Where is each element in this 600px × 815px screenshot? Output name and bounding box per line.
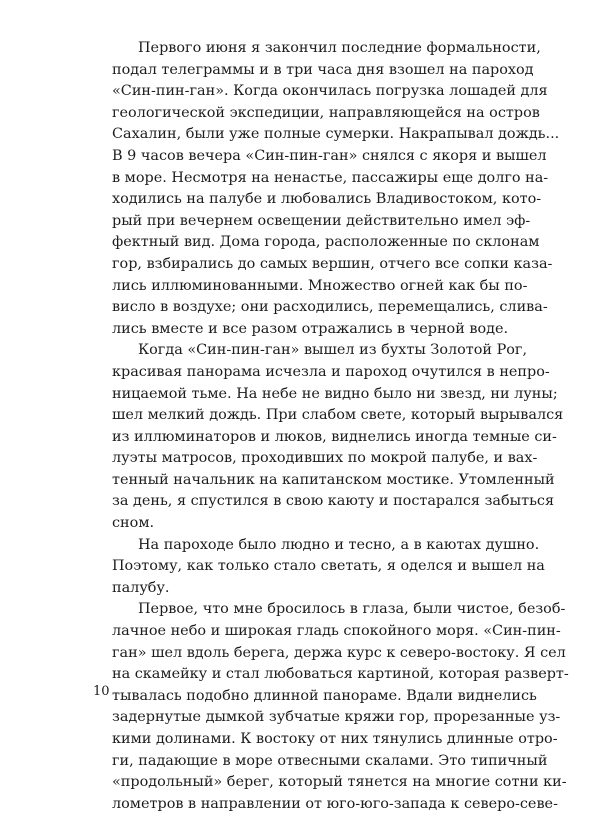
text-line: сном. bbox=[112, 515, 155, 532]
text-line: ходились на палубе и любовались Владивостоком, кото- bbox=[112, 191, 542, 208]
text-line: за день, я спустился в свою каюту и постарался забыться bbox=[112, 493, 555, 510]
text-line: кими долинами. К востоку от них тянулись длинные отро- bbox=[112, 731, 558, 747]
text-line: Сахалин, были уже полные сумерки. Накрапывал дождь... bbox=[112, 126, 560, 143]
text-line: красивая панорама исчезла и пароход очутился в непро- bbox=[112, 363, 550, 380]
text-line: В 9 часов вечера «Син-пин-ган» снялся с якоря и вышел bbox=[112, 147, 547, 164]
text-line: гор, взбирались до самых вершин, отчего все сопки каза- bbox=[112, 255, 553, 272]
text-line: на скамейку и стал любоваться картиной, которая разверт- bbox=[112, 666, 569, 683]
body-text bbox=[112, 38, 569, 815]
text-line: ган» шел вдоль берега, держа курс к северо-востоку. Я сел bbox=[112, 644, 566, 661]
text-line: «Син-пин-ган». Когда окончилась погрузка лошадей для bbox=[112, 83, 548, 100]
text-line: тенный начальник на капитанском мостике. Утомленный bbox=[112, 471, 555, 488]
text-line: из иллюминаторов и люков, виднелись иногда темные си- bbox=[112, 428, 557, 445]
text-line: рый при вечернем освещении действительно имел эф- bbox=[112, 212, 531, 229]
text-line: ницаемой тьме. На небе не видно было ни звезд, ни луны; bbox=[112, 385, 558, 402]
text-line: палубу. bbox=[112, 579, 170, 596]
text-line: Первое, что мне бросилось в глаза, были чистое, безоб- bbox=[138, 601, 566, 618]
text-line: подал телеграммы и в три часа дня взошел на пароход bbox=[112, 61, 534, 78]
text-line: тывалась подобно длинной панораме. Вдали виднелись bbox=[112, 687, 537, 704]
text-line: На пароходе было людно и тесно, а в каютах душно. bbox=[138, 536, 540, 553]
text-line: в море. Несмотря на ненастье, пассажиры еще долго на- bbox=[112, 169, 549, 186]
text-line: фектный вид. Дома города, расположенные по склонам bbox=[112, 234, 540, 251]
text-line: луэты матросов, проходивших по мокрой палубе, и вах- bbox=[112, 450, 538, 467]
text-line: Первого июня я закончил последние формальности, bbox=[138, 40, 541, 56]
text-line: лачное небо и широкая гладь спокойного моря. «Син-пин- bbox=[112, 623, 561, 640]
page-number: 10 bbox=[93, 684, 110, 699]
text-line: задернутые дымкой зубчатые кряжи гор, прорезанные уз- bbox=[112, 709, 561, 726]
text-line: ги, падающие в море отвесными скалами. Это типичный bbox=[112, 752, 548, 769]
text-line: шел мелкий дождь. При слабом свете, который вырывался bbox=[112, 407, 564, 424]
text-line: лометров в направлении от юго-юго-запада к северо-севе- bbox=[112, 795, 558, 812]
text-line: геологической экспедиции, направляющейся на остров bbox=[112, 104, 540, 121]
text-line: висло в воздухе; они расходились, перемещались, слива- bbox=[112, 299, 548, 316]
text-line: Когда «Син-пин-ган» вышел из бухты Золотой Рог, bbox=[138, 342, 528, 359]
text-line: лись вместе и все разом отражались в черной воде. bbox=[112, 320, 509, 337]
text-line: «продольный» берег, который тянется на многие сотни ки- bbox=[112, 774, 567, 791]
text-line: Поэтому, как только стало светать, я оделся и вышел на bbox=[112, 558, 545, 575]
text-line: лись иллюминованными. Множество огней как бы по- bbox=[112, 277, 528, 294]
